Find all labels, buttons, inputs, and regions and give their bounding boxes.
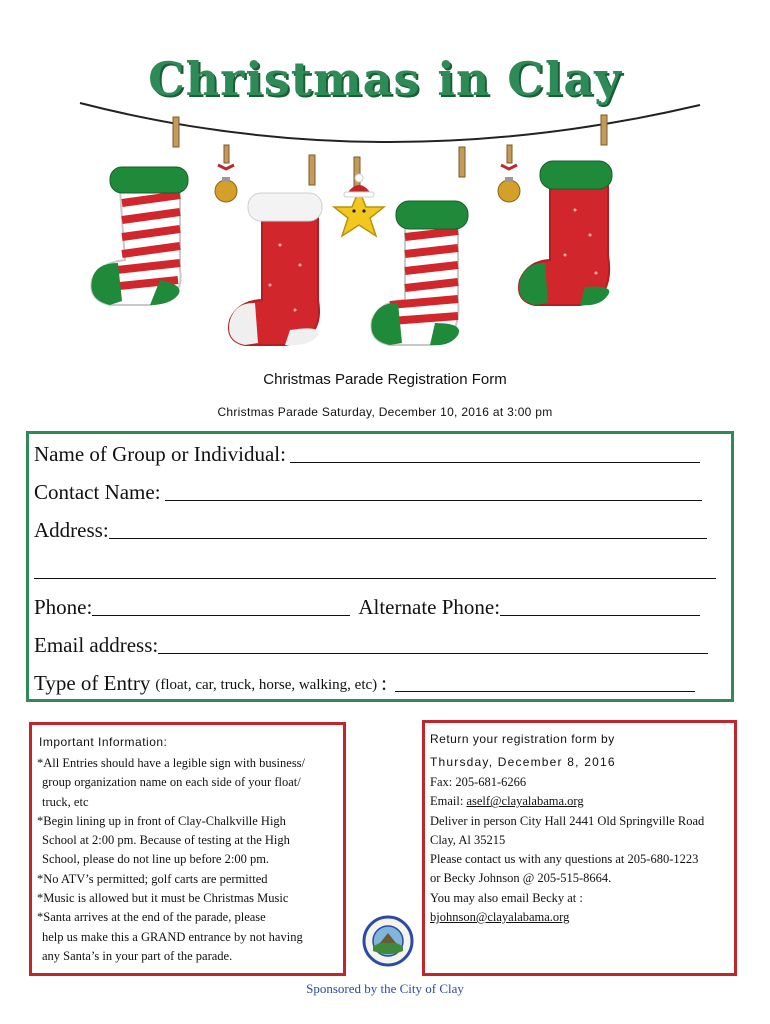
- info-heading: Important Information:: [39, 735, 168, 749]
- address-field[interactable]: [109, 538, 707, 539]
- questions-line-2: or Becky Johnson @ 205-515-8664.: [430, 871, 612, 886]
- return-list: [430, 773, 735, 927]
- info-line: *Music is allowed but it must be Christmas Music: [37, 891, 289, 906]
- return-date: Thursday, December 8, 2016: [430, 755, 616, 769]
- alt-phone-label: Alternate Phone:: [358, 595, 501, 619]
- questions-line-1: Please contact us with any questions at 205-680-1223: [430, 852, 699, 867]
- return-heading: Return your registration form by: [430, 732, 615, 746]
- type-field[interactable]: [395, 691, 695, 692]
- becky-email-link[interactable]: bjohnson@clayalabama.org: [430, 910, 570, 925]
- phone-field[interactable]: [92, 615, 350, 616]
- deliver-line-2: Clay, Al 35215: [430, 832, 506, 847]
- stocking-4: [519, 161, 612, 305]
- alt-phone-field[interactable]: [500, 615, 700, 616]
- stocking-2: [229, 193, 322, 345]
- info-line: group organization name on each side of your float/: [42, 775, 301, 790]
- info-line: *Santa arrives at the end of the parade, please: [37, 910, 266, 925]
- info-list: [37, 754, 342, 966]
- contact-row: [34, 480, 702, 505]
- email-prefix: Email:: [430, 794, 467, 809]
- info-line: *No ATV’s permitted; golf carts are permitted: [37, 871, 268, 886]
- type-hint: (float, car, truck, horse, walking, etc): [155, 677, 378, 693]
- registration-form: [26, 431, 734, 702]
- type-row: [34, 671, 695, 696]
- fax-text: Fax: 205-681-6266: [430, 775, 527, 789]
- email-label: Email address:: [34, 633, 159, 657]
- info-line: *Begin lining up in front of Clay-Chalkville High: [37, 813, 286, 828]
- deliver-line-1: Deliver in person City Hall 2441 Old Springville Road: [430, 813, 705, 828]
- type-label: Type of Entry: [34, 671, 151, 695]
- type-colon: :: [381, 671, 387, 695]
- email-field[interactable]: [158, 653, 708, 654]
- stocking-1: [91, 167, 188, 305]
- info-line: School, please do not line up before 2:00 pm.: [42, 852, 270, 867]
- page-title: Christmas in Clay: [148, 52, 622, 106]
- email-line: [430, 792, 735, 811]
- info-line: truck, etc: [42, 794, 89, 809]
- info-line: help us make this a GRAND entrance by not having: [42, 929, 303, 944]
- stocking-3: [371, 201, 468, 345]
- email-row: [34, 633, 708, 658]
- name-field[interactable]: [290, 462, 700, 463]
- important-info-box: [29, 722, 346, 976]
- name-label: Name of Group or Individual:: [34, 442, 286, 466]
- ornament-right: [498, 165, 520, 202]
- address-label: Address:: [34, 518, 109, 542]
- email-link[interactable]: aself@clayalabama.org: [466, 794, 584, 809]
- contact-field[interactable]: [165, 500, 702, 501]
- contact-label: Contact Name:: [34, 480, 161, 504]
- name-row: [34, 442, 700, 467]
- info-line: School at 2:00 pm. Because of testing at the High: [42, 833, 290, 848]
- form-subtitle: Christmas Parade Registration Form: [263, 371, 507, 388]
- sponsor-text: Sponsored by the City of Clay: [306, 981, 464, 996]
- address-row: [34, 518, 707, 543]
- phone-row: [34, 595, 700, 620]
- return-info-box: [422, 720, 737, 976]
- info-line: *All Entries should have a legible sign with business/: [37, 756, 306, 770]
- phone-label: Phone:: [34, 595, 93, 619]
- address-field-2[interactable]: [34, 556, 716, 579]
- info-line: any Santa’s in your part of the parade.: [42, 948, 233, 963]
- address-row-2: [34, 556, 716, 579]
- ornament-left: [215, 165, 237, 202]
- becky-line: You may also email Becky at :: [430, 890, 583, 905]
- parade-date: Christmas Parade Saturday, December 10, 2016 at 3:00 pm: [217, 405, 553, 419]
- city-seal-icon: [362, 913, 414, 969]
- stockings-illustration: [0, 95, 770, 365]
